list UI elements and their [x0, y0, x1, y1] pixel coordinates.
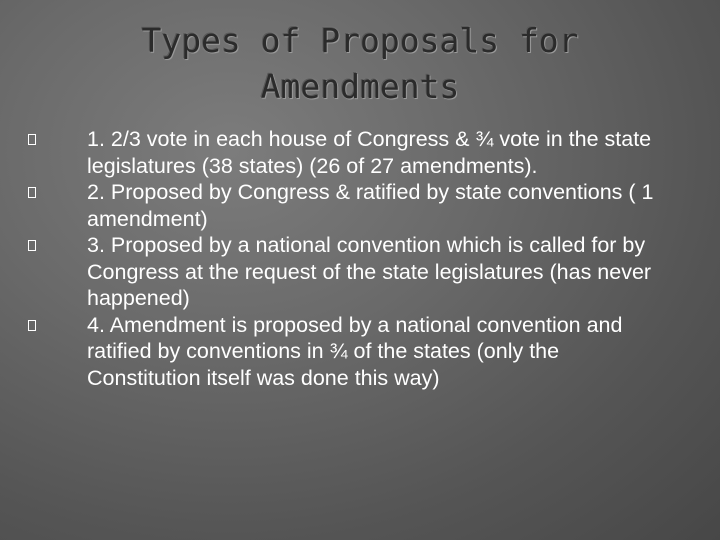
square-bullet-icon [28, 134, 36, 145]
square-bullet-icon [28, 240, 36, 251]
bullet-text: 3. Proposed by a national convention which is called for by Congress at the request of the state legislatures (has never happened) [87, 233, 652, 310]
bullet-text: 2. Proposed by Congress & ratified by state conventions ( 1 amendment) [87, 180, 654, 231]
bullet-text: 4. Amendment is proposed by a national convention and ratified by conventions in ¾ of the states (only the Constitution itself was done this way) [87, 312, 623, 390]
bullet-text: 1. 2/3 vote in each house of Congress & ¾ vote in the state legislatures (38 states) (26 of 27 amendments). [87, 127, 652, 178]
square-bullet-icon [28, 187, 36, 198]
bullet-list [0, 126, 720, 391]
bullet-item-1 [0, 126, 720, 179]
bullet-item-4 [0, 312, 720, 392]
bullet-item-3 [0, 232, 720, 312]
bullet-item-2 [0, 179, 720, 232]
square-bullet-icon [28, 320, 36, 331]
slide-title: Types of Proposals for Amendments [141, 21, 579, 106]
